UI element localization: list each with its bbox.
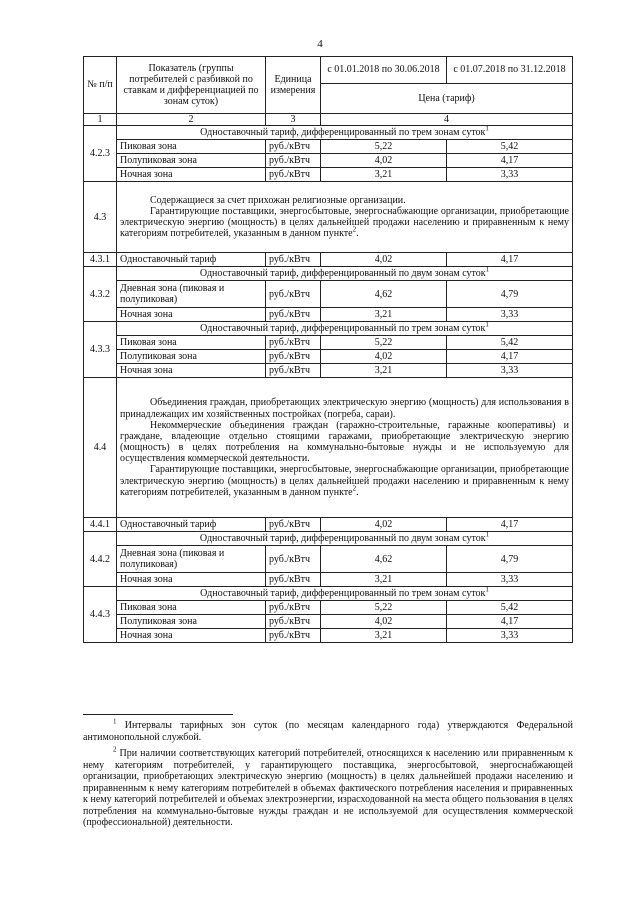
description-text: Гарантирующие поставщики, энергосбытовые, энергоснабжающие организации, приобретающие электрическую энергию (мощность) в целях дальнейшей продажи населению и приравненным к нему категориям потребителей, указанным в данном пункте: [120, 206, 569, 240]
row-value-1: 5,22: [321, 336, 447, 350]
footnote-2: [83, 745, 573, 829]
row-value-2: 4,79: [447, 546, 573, 573]
row-value-2: 4,17: [447, 350, 573, 364]
row-unit: руб./кВтч: [266, 546, 321, 573]
row-value-1: 4,02: [321, 253, 447, 267]
row-unit: руб./кВтч: [266, 281, 321, 308]
row-unit: руб./кВтч: [266, 615, 321, 629]
footnote-mark: 1: [113, 717, 117, 726]
header-indicator: Показатель (группы потребителей с разбивкой по ставкам и дифференциацией по зонам суток): [117, 57, 266, 114]
row-value-1: 3,21: [321, 573, 447, 587]
header-row: [84, 57, 573, 84]
table-row: [84, 350, 573, 364]
row-value-2: 4,79: [447, 281, 573, 308]
table-row: [84, 601, 573, 615]
header-price: Цена (тариф): [321, 84, 573, 114]
footnote-ref: 1: [485, 124, 489, 133]
row-4-4-2-subheader: [84, 532, 573, 546]
footnote-divider: [83, 714, 233, 715]
subheader-text: Одноставочный тариф, дифференцированный по трем зонам суток: [200, 127, 486, 139]
table-row: [84, 140, 573, 154]
row-value-2: 5,42: [447, 601, 573, 615]
footnote-text: При наличии соответствующих категорий потребителей, относящихся к населению или приравненным к нему категориям потребителей, у гарантирующего поставщика, энергосбытовой, энергоснабжающей организации, приобретающих электрическую энергию (мощность) в целях дальнейшей продажи населению и приравненным к нему категориям потребителей в объемах фактического потребления населения и приравненных к нему категорий потребителей и объемах электроэнергии, израсходованной на места общего пользования в целях потребления на коммунально-бытовые нужды граждан и не используемой для осуществления коммерческой (профессиональной) деятельности.: [83, 748, 573, 828]
row-4-3-1: [84, 253, 573, 267]
row-num: 4.4.2: [84, 532, 117, 587]
header-unit: Единица измерения: [266, 57, 321, 114]
footnote-ref: 1: [485, 265, 490, 274]
table-row: [84, 308, 573, 322]
row-name: Ночная зона: [117, 168, 266, 182]
row-unit: руб./кВтч: [266, 364, 321, 378]
header-period-2: с 01.07.2018 по 31.12.2018: [447, 57, 573, 84]
row-4-2-3-subheader: [84, 126, 573, 140]
row-name: Полупиковая зона: [117, 350, 266, 364]
row-subheader: [117, 126, 573, 140]
row-unit: руб./кВтч: [266, 253, 321, 267]
row-value-2: 5,42: [447, 336, 573, 350]
row-name: Ночная зона: [117, 364, 266, 378]
row-name: Ночная зона: [117, 308, 266, 322]
row-4-3-3-subheader: [84, 322, 573, 336]
row-4-4-1: [84, 518, 573, 532]
footnote-1: [83, 717, 573, 743]
subheader-text: Одноставочный тариф, дифференцированный по трем зонам суток: [200, 588, 486, 600]
description-paragraph: Некоммерческие объединения граждан (гаражно-строительные, гаражные кооперативы) и граждане, владеющие отдельно стоящими гаражами, приобретающие электрическую энергию (мощность) в целях потребления на коммунально-бытовые нужды и не используемую для осуществления коммерческой деятельности.: [120, 419, 569, 465]
table-row: [84, 546, 573, 573]
row-name: Дневная зона (пиковая и полупиковая): [117, 281, 266, 308]
row-name: Дневная зона (пиковая и полупиковая): [117, 546, 266, 573]
footnote-mark: 2: [113, 745, 117, 754]
footnote-ref: 1: [485, 320, 489, 329]
description-paragraph: Объединения граждан, приобретающих электрическую энергию (мощность) для использования в принадлежащих им хозяйственных постройках (погреба, сараи).: [120, 397, 569, 420]
row-num: 4.3.1: [84, 253, 117, 267]
row-num: 4.2.3: [84, 126, 117, 182]
table-row: [84, 615, 573, 629]
row-unit: руб./кВтч: [266, 601, 321, 615]
subheader-text: Одноставочный тариф, дифференцированный по трем зонам суток: [200, 323, 486, 335]
row-unit: руб./кВтч: [266, 350, 321, 364]
row-num: 4.3: [84, 182, 117, 253]
row-name: Ночная зона: [117, 573, 266, 587]
row-value-2: 3,33: [447, 629, 573, 643]
row-value-2: 4,17: [447, 518, 573, 532]
table-row: [84, 168, 573, 182]
row-subheader: [117, 587, 573, 601]
description-paragraph: Содержащиеся за счет прихожан религиозные организации.: [150, 194, 406, 206]
table-row: [84, 336, 573, 350]
row-value-1: 4,02: [321, 350, 447, 364]
page-number: 4: [317, 38, 323, 50]
row-value-1: 3,21: [321, 629, 447, 643]
table-row: [84, 573, 573, 587]
row-name: Полупиковая зона: [117, 615, 266, 629]
row-unit: руб./кВтч: [266, 629, 321, 643]
table-row: [84, 364, 573, 378]
footnote-ref: 1: [485, 530, 490, 539]
row-name: Пиковая зона: [117, 140, 266, 154]
row-name: Ночная зона: [117, 629, 266, 643]
subheader-text: Одноставочный тариф, дифференцированный по двум зонам суток: [199, 533, 486, 545]
row-4-3-description: [84, 182, 573, 253]
row-value-2: 3,33: [447, 308, 573, 322]
row-value-2: 5,42: [447, 140, 573, 154]
row-value-1: 3,21: [321, 364, 447, 378]
row-value-2: 4,17: [447, 154, 573, 168]
row-unit: руб./кВтч: [266, 336, 321, 350]
footnote-ref: 2: [352, 226, 357, 235]
column-number-row: [84, 114, 573, 126]
row-subheader: [117, 267, 573, 281]
row-value-1: 4,02: [321, 615, 447, 629]
description-paragraph-with-ref: Гарантирующие поставщики, энергосбытовые, энергоснабжающие организации, приобретающие электрическую энергию (мощность) в целях дальнейшей продажи населению и приравненным к нему категориям потребителей, указанным в данном пункте$^2$.: [120, 206, 569, 240]
description-paragraph-with-ref: Гарантирующие поставщики, энергосбытовые, энергоснабжающие организации, приобретающие электрическую энергию (мощность) в целях дальнейшей продажи населению и приравненным к нему категориям потребителей, указанным в данном пункте$^2$.: [120, 464, 569, 498]
row-name: Пиковая зона: [117, 336, 266, 350]
row-4-4-3-subheader: [84, 587, 573, 601]
table-row: [84, 281, 573, 308]
col-num-4: 4: [321, 114, 573, 126]
row-4-3-2-subheader: [84, 267, 573, 281]
table-row: [84, 154, 573, 168]
row-num: 4.4.3: [84, 587, 117, 643]
row-name: Одноставочный тариф: [117, 253, 266, 267]
col-num-2: 2: [117, 114, 266, 126]
row-value-1: 4,62: [321, 281, 447, 308]
row-value-1: 5,22: [321, 140, 447, 154]
row-value-1: 5,22: [321, 601, 447, 615]
row-name: Пиковая зона: [117, 601, 266, 615]
tariff-table: [83, 56, 573, 643]
row-num: 4.4.1: [84, 518, 117, 532]
row-num: 4.3.2: [84, 267, 117, 322]
row-value-1: 4,02: [321, 154, 447, 168]
col-num-1: 1: [84, 114, 117, 126]
row-num: 4.3.3: [84, 322, 117, 378]
row-unit: руб./кВтч: [266, 154, 321, 168]
subheader-text: Одноставочный тариф, дифференцированный по двум зонам суток: [199, 268, 486, 280]
row-value-2: 3,33: [447, 573, 573, 587]
footnote-ref: 2: [352, 484, 357, 493]
header-num: № п/п: [84, 57, 117, 114]
row-value-2: 3,33: [447, 364, 573, 378]
row-unit: руб./кВтч: [266, 168, 321, 182]
footnote-text: Интервалы тарифных зон суток (по месяцам календарного года) утверждаются Федеральной антимонопольной службой.: [83, 720, 573, 743]
row-unit: руб./кВтч: [266, 308, 321, 322]
row-value-1: 3,21: [321, 168, 447, 182]
row-num: 4.4: [84, 378, 117, 518]
row-value-2: 3,33: [447, 168, 573, 182]
row-value-1: 4,62: [321, 546, 447, 573]
header-period-1: с 01.01.2018 по 30.06.2018: [321, 57, 447, 84]
row-subheader: [117, 322, 573, 336]
table-row: [84, 629, 573, 643]
row-value-1: 3,21: [321, 308, 447, 322]
row-unit: руб./кВтч: [266, 573, 321, 587]
row-description: [117, 182, 573, 253]
row-name: Одноставочный тариф: [117, 518, 266, 532]
row-unit: руб./кВтч: [266, 518, 321, 532]
col-num-3: 3: [266, 114, 321, 126]
description-text: Гарантирующие поставщики, энергосбытовые, энергоснабжающие организации, приобретающие электрическую энергию (мощность) в целях дальнейшей продажи населению и приравненным к нему категориям потребителей, указанным в данном пункте: [120, 464, 569, 498]
row-value-1: 4,02: [321, 518, 447, 532]
row-description: [117, 378, 573, 518]
row-unit: руб./кВтч: [266, 140, 321, 154]
row-4-4-description: [84, 378, 573, 518]
row-value-2: 4,17: [447, 253, 573, 267]
row-name: Полупиковая зона: [117, 154, 266, 168]
row-subheader: [117, 532, 573, 546]
row-value-2: 4,17: [447, 615, 573, 629]
footnote-ref: 1: [485, 585, 489, 594]
